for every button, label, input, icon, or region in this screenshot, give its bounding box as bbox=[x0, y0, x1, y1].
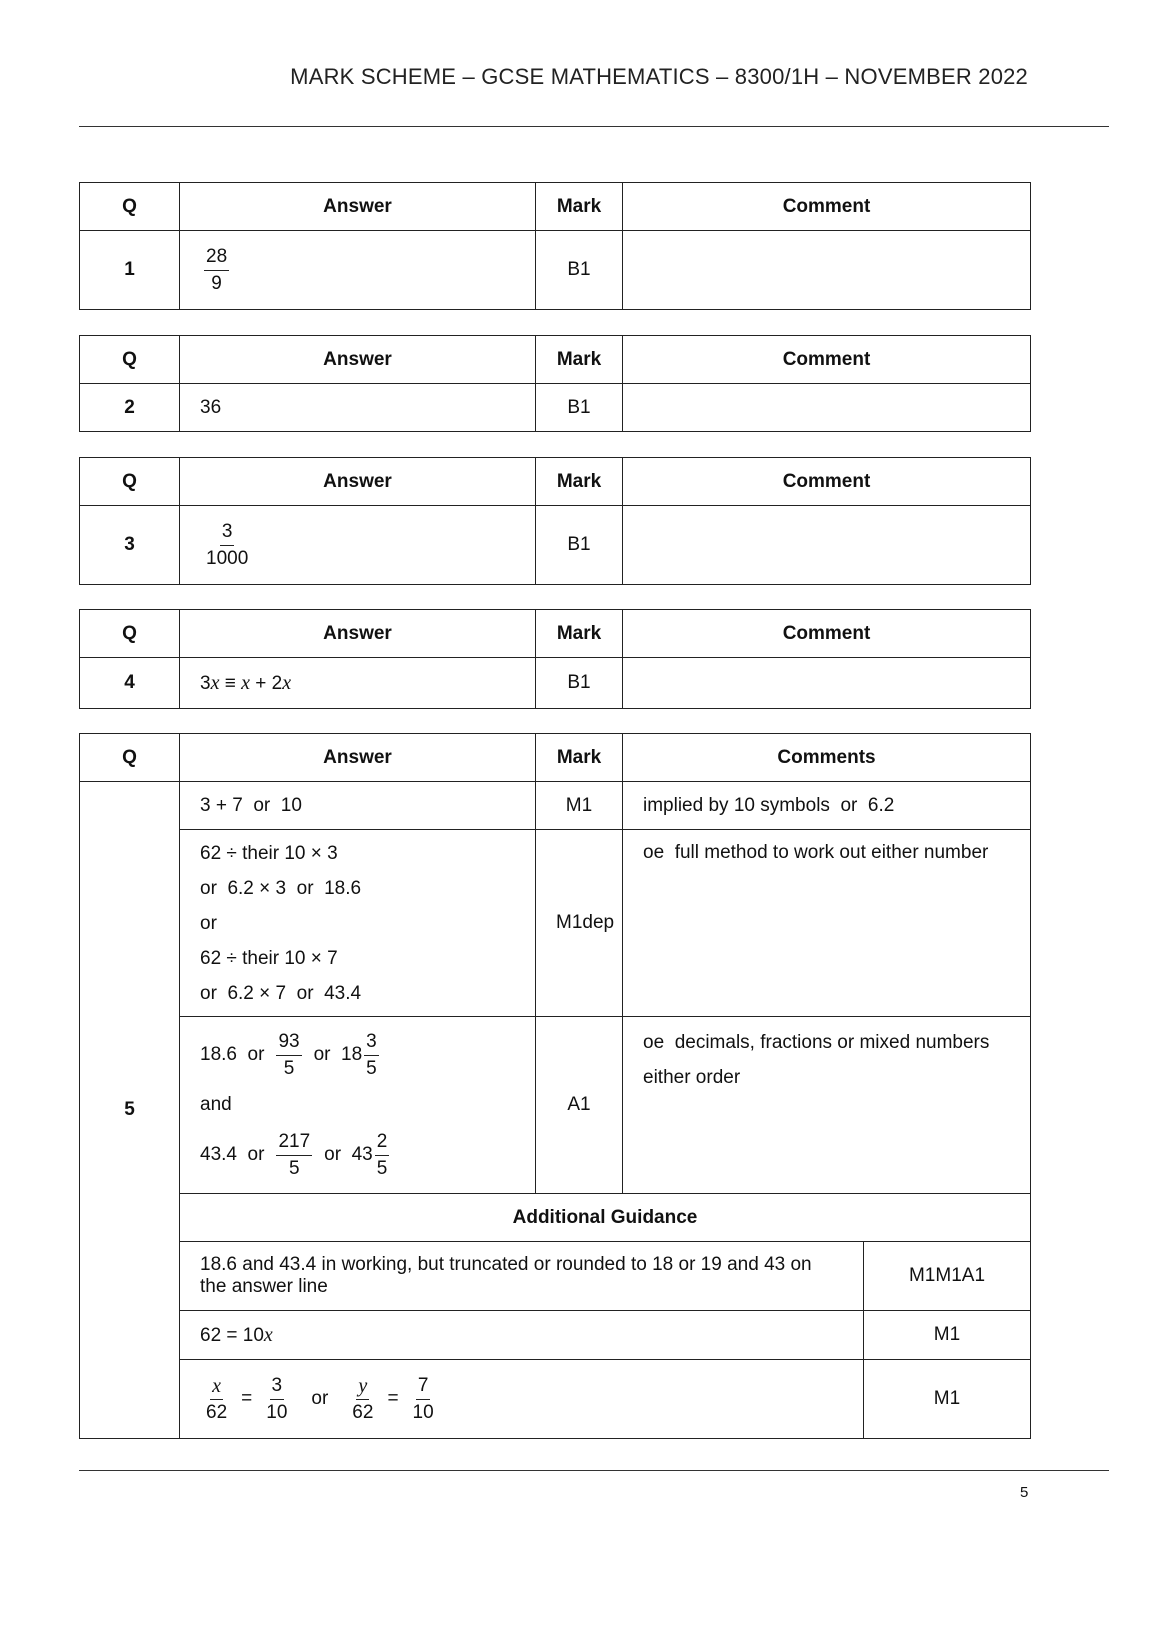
answer-text: and bbox=[200, 1094, 232, 1115]
denominator: 62 bbox=[206, 1401, 228, 1423]
col-q: Q bbox=[80, 183, 180, 231]
or-text: or bbox=[311, 1388, 329, 1409]
answer-line: 62 ÷ their 10 × 7 bbox=[200, 948, 338, 969]
variable-x: x bbox=[282, 671, 292, 694]
fraction bbox=[264, 1373, 289, 1426]
question-1-table bbox=[79, 182, 1031, 310]
numerator: y bbox=[356, 1373, 369, 1400]
denominator: 5 bbox=[376, 1157, 388, 1179]
col-answer: Answer bbox=[180, 734, 536, 782]
answer-line: or 6.2 × 7 or 43.4 bbox=[200, 983, 362, 1004]
comment-cell: implied by 10 symbols or 6.2 bbox=[623, 782, 1031, 830]
numerator: 93 bbox=[276, 1029, 301, 1056]
numerator: 28 bbox=[204, 244, 229, 271]
fraction bbox=[276, 1129, 312, 1182]
col-q: Q bbox=[80, 734, 180, 782]
answer-cell bbox=[180, 231, 536, 310]
fraction bbox=[411, 1373, 436, 1426]
comment-cell bbox=[623, 384, 1031, 432]
question-number: 5 bbox=[80, 782, 180, 1439]
question-number: 2 bbox=[80, 384, 180, 432]
question-number: 1 bbox=[80, 231, 180, 310]
comment-cell bbox=[623, 1017, 1031, 1194]
col-comment: Comment bbox=[623, 458, 1031, 506]
comment-line: either order bbox=[643, 1067, 741, 1088]
answer-line: 62 ÷ their 10 × 3 bbox=[200, 843, 338, 864]
comment-cell bbox=[623, 506, 1031, 585]
guidance-text bbox=[180, 1360, 864, 1439]
comment-cell bbox=[623, 658, 1031, 709]
col-comment: Comment bbox=[623, 336, 1031, 384]
question-number: 4 bbox=[80, 658, 180, 709]
page-number: 5 bbox=[1020, 1484, 1029, 1501]
col-comments: Comments bbox=[623, 734, 1031, 782]
denominator: 5 bbox=[283, 1057, 295, 1079]
fraction bbox=[204, 244, 229, 297]
mark-cell: M1 bbox=[536, 782, 623, 830]
question-2-table bbox=[79, 335, 1031, 432]
answer-part: ≡ bbox=[219, 672, 242, 694]
mark-cell: B1 bbox=[536, 506, 623, 585]
header-rule bbox=[79, 126, 1109, 127]
col-answer: Answer bbox=[180, 336, 536, 384]
denominator: 10 bbox=[412, 1401, 434, 1423]
col-comment: Comment bbox=[623, 610, 1031, 658]
col-mark: Mark bbox=[536, 458, 623, 506]
question-number: 3 bbox=[80, 506, 180, 585]
answer-part: + 2 bbox=[250, 672, 283, 694]
answer-text: 18.6 or bbox=[200, 1044, 265, 1065]
numerator: 3 bbox=[270, 1373, 285, 1400]
answer-line: or 6.2 × 3 or 18.6 bbox=[200, 878, 362, 899]
col-q: Q bbox=[80, 458, 180, 506]
comment-line: oe decimals, fractions or mixed numbers bbox=[643, 1032, 990, 1053]
col-mark: Mark bbox=[536, 610, 623, 658]
denominator: 1000 bbox=[206, 547, 249, 569]
answer-cell bbox=[180, 830, 536, 1017]
guidance-text bbox=[180, 1311, 864, 1360]
question-5-table bbox=[79, 733, 1031, 1439]
mark-cell: M1dep bbox=[536, 830, 623, 1017]
footer-rule bbox=[79, 1470, 1109, 1471]
comment-cell bbox=[623, 231, 1031, 310]
col-answer: Answer bbox=[180, 458, 536, 506]
question-4-table bbox=[79, 609, 1031, 709]
answer-part: 3 bbox=[200, 672, 211, 694]
numerator: 2 bbox=[375, 1129, 390, 1156]
answer-text: 43.4 or bbox=[200, 1144, 265, 1165]
numerator: 3 bbox=[220, 519, 235, 546]
fraction bbox=[204, 519, 250, 572]
denominator: 5 bbox=[366, 1057, 377, 1079]
variable-x: x bbox=[210, 671, 220, 694]
fraction bbox=[276, 1029, 301, 1082]
fraction bbox=[350, 1373, 375, 1426]
answer-cell bbox=[180, 506, 536, 585]
answer-line: or bbox=[200, 913, 217, 934]
answer-cell bbox=[180, 658, 536, 709]
guidance-mark: M1M1A1 bbox=[864, 1242, 1031, 1311]
mark-cell: B1 bbox=[536, 384, 623, 432]
col-mark: Mark bbox=[536, 183, 623, 231]
comment-cell: oe full method to work out either number bbox=[623, 830, 1031, 1017]
mark-cell: A1 bbox=[536, 1017, 623, 1194]
denominator: 62 bbox=[352, 1401, 374, 1423]
numerator: 3 bbox=[364, 1029, 379, 1056]
denominator: 10 bbox=[266, 1401, 288, 1423]
answer-cell: 36 bbox=[180, 384, 536, 432]
mark-cell: B1 bbox=[536, 658, 623, 709]
answer-text: or 18 bbox=[313, 1044, 363, 1065]
col-q: Q bbox=[80, 336, 180, 384]
guidance-mark: M1 bbox=[864, 1311, 1031, 1360]
guidance-text: 18.6 and 43.4 in working, but truncated or rounded to 18 or 19 and 43 on the answer line bbox=[180, 1242, 864, 1311]
col-mark: Mark bbox=[536, 336, 623, 384]
col-q: Q bbox=[80, 610, 180, 658]
additional-guidance-title: Additional Guidance bbox=[180, 1194, 1031, 1242]
col-mark: Mark bbox=[536, 734, 623, 782]
answer-cell: 3 + 7 or 10 bbox=[180, 782, 536, 830]
denominator: 5 bbox=[289, 1157, 300, 1179]
variable-x: x bbox=[241, 671, 251, 694]
mark-cell: B1 bbox=[536, 231, 623, 310]
answer-cell bbox=[180, 1017, 536, 1194]
variable-x: x bbox=[263, 1323, 273, 1346]
fraction bbox=[375, 1129, 390, 1182]
fraction bbox=[204, 1373, 229, 1426]
col-answer: Answer bbox=[180, 610, 536, 658]
answer-text: or 43 bbox=[324, 1144, 373, 1165]
fraction bbox=[364, 1029, 379, 1082]
equals: = bbox=[387, 1388, 399, 1409]
col-comment: Comment bbox=[623, 183, 1031, 231]
numerator: 7 bbox=[416, 1373, 431, 1400]
denominator: 9 bbox=[211, 272, 222, 294]
col-answer: Answer bbox=[180, 183, 536, 231]
guidance-mark: M1 bbox=[864, 1360, 1031, 1439]
page-header: MARK SCHEME – GCSE MATHEMATICS – 8300/1H – NOVEMBER 2022 bbox=[290, 64, 1028, 89]
guidance-text-part: 62 = 10 bbox=[200, 1324, 264, 1346]
question-3-table bbox=[79, 457, 1031, 585]
numerator: 217 bbox=[276, 1129, 312, 1156]
equals: = bbox=[241, 1388, 253, 1409]
numerator: x bbox=[210, 1373, 223, 1400]
